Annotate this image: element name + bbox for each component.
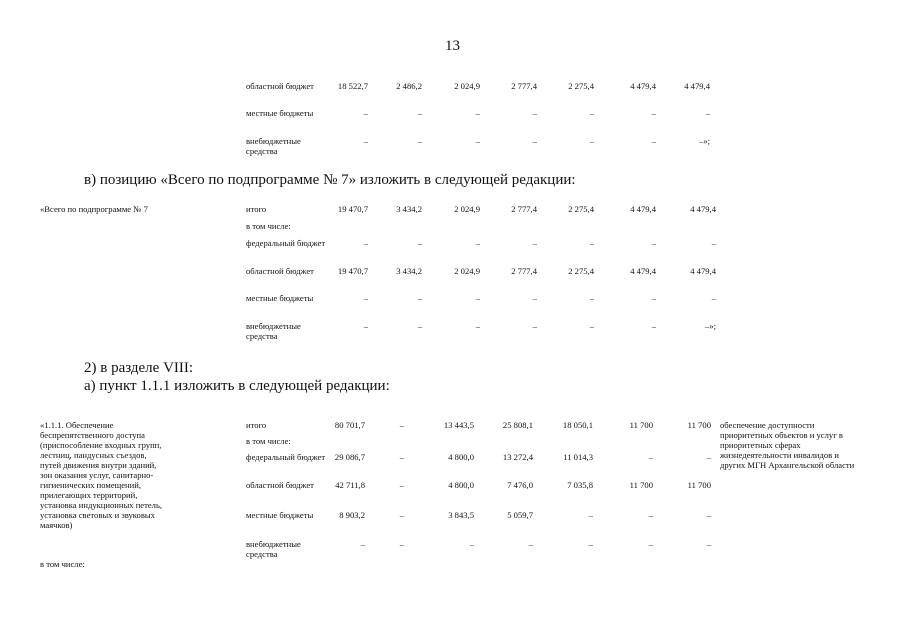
value-cell: 4 479,4 — [630, 266, 656, 276]
value-cell: – — [706, 510, 711, 520]
value-cell: 7 476,0 — [507, 480, 533, 490]
value-cell: 13 443,5 — [443, 420, 474, 430]
value-cell: 11 014,3 — [563, 452, 593, 462]
value-cell: 2 777,4 — [511, 266, 537, 276]
value-cell: – — [651, 293, 656, 303]
value-cell: – — [417, 108, 422, 118]
value-cell: – — [475, 238, 480, 248]
value-cell: 11 700 — [629, 480, 653, 490]
row-label: федеральный бюджет — [246, 452, 326, 462]
value-cell: 2 024,9 — [454, 204, 480, 214]
value-cell: – — [706, 452, 711, 462]
value-cell: – — [363, 108, 368, 118]
row-label: внебюджетные средства — [246, 136, 301, 156]
value-cell: 4 479,4 — [630, 81, 656, 91]
page-number: 13 — [445, 38, 460, 54]
value-cell: – — [532, 293, 537, 303]
value-cell: 19 470,7 — [337, 204, 368, 214]
value-cell: – — [528, 539, 533, 549]
value-cell: 4 479,4 — [690, 204, 716, 214]
value-cell: – — [651, 321, 656, 331]
value-cell: – — [417, 136, 422, 146]
value-cell: – — [651, 136, 656, 146]
row-label: в том числе: — [246, 221, 291, 231]
value-cell: 5 059,7 — [507, 510, 533, 520]
item-1-1-1-result: обеспечение доступности приоритетных объектов и услуг в приоритетных сферах жизнедеятельности инвалидов и других МГН Архангельской области — [720, 420, 855, 470]
value-cell: 7 035,8 — [567, 480, 593, 490]
value-cell: 4 800,0 — [448, 452, 474, 462]
row-label: областной бюджет — [246, 81, 314, 91]
value-cell: – — [589, 293, 594, 303]
value-cell: 3 434,2 — [396, 266, 422, 276]
value-cell: 8 903,2 — [339, 510, 365, 520]
value-cell: –»; — [699, 136, 710, 146]
value-cell: – — [417, 238, 422, 248]
value-cell: – — [589, 238, 594, 248]
value-cell: 11 700 — [687, 420, 711, 430]
value-cell: – — [363, 293, 368, 303]
row-label: итого — [246, 420, 267, 430]
value-cell: 29 086,7 — [334, 452, 365, 462]
value-cell: 2 275,4 — [568, 204, 594, 214]
value-cell: 11 700 — [629, 420, 653, 430]
value-cell: – — [532, 238, 537, 248]
value-cell: – — [363, 238, 368, 248]
value-cell: –»; — [705, 321, 716, 331]
value-cell: – — [417, 293, 422, 303]
row-label: в том числе: — [246, 436, 291, 446]
value-cell: – — [360, 539, 365, 549]
value-cell: 2 777,4 — [511, 81, 537, 91]
value-cell: 4 800,0 — [448, 480, 474, 490]
value-cell: – — [651, 108, 656, 118]
row-label: итого — [246, 204, 267, 214]
value-cell: – — [475, 321, 480, 331]
value-cell: – — [532, 321, 537, 331]
value-cell: – — [589, 108, 594, 118]
value-cell: – — [711, 238, 716, 248]
value-cell: – — [469, 539, 474, 549]
heading-v: в) позицию «Всего по подпрограмме № 7» изложить в следующей редакции: — [84, 172, 576, 188]
row-label: федеральный бюджет — [246, 238, 326, 248]
value-cell: – — [711, 293, 716, 303]
value-cell: – — [475, 293, 480, 303]
value-cell: 19 470,7 — [337, 266, 368, 276]
row-label: областной бюджет — [246, 266, 314, 276]
value-cell: 42 711,8 — [335, 480, 365, 490]
value-cell: – — [648, 510, 653, 520]
value-cell: 4 479,4 — [630, 204, 656, 214]
value-cell: 18 522,7 — [337, 81, 368, 91]
value-cell: – — [399, 420, 404, 430]
item-1-1-1-description: «1.1.1. Обеспечение беспрепятственного доступа (приспособление входных групп, лестниц, пандусных съездов, путей движения внутри зданий, зон оказания услуг, санитарно-гигиенических помещений, прилегающих территорий, установка индукционных петель, установка световых и звуковых маячков) — [40, 420, 163, 530]
value-cell: 13 272,4 — [502, 452, 533, 462]
value-cell: – — [532, 136, 537, 146]
value-cell: – — [363, 321, 368, 331]
row-label: внебюджетные средства — [246, 539, 301, 559]
row-label: местные бюджеты — [246, 108, 314, 118]
value-cell: – — [399, 539, 404, 549]
value-cell: – — [648, 452, 653, 462]
value-cell: – — [399, 480, 404, 490]
subprogram-title: «Всего по подпрограмме № 7 — [40, 204, 148, 214]
value-cell: 4 479,4 — [690, 266, 716, 276]
value-cell: – — [417, 321, 422, 331]
value-cell: – — [648, 539, 653, 549]
row-label: областной бюджет — [246, 480, 314, 490]
value-cell: – — [475, 136, 480, 146]
value-cell: 18 050,1 — [562, 420, 593, 430]
value-cell: – — [363, 136, 368, 146]
value-cell: 2 486,2 — [396, 81, 422, 91]
value-cell: 2 275,4 — [568, 266, 594, 276]
row-label: местные бюджеты — [246, 293, 314, 303]
value-cell: – — [475, 108, 480, 118]
value-cell: 80 701,7 — [334, 420, 365, 430]
value-cell: – — [588, 510, 593, 520]
value-cell: – — [651, 238, 656, 248]
heading-item-1-1-1: а) пункт 1.1.1 изложить в следующей редакции: — [84, 378, 390, 394]
value-cell: – — [399, 452, 404, 462]
value-cell: – — [706, 539, 711, 549]
value-cell: 2 777,4 — [511, 204, 537, 214]
value-cell: 25 808,1 — [502, 420, 533, 430]
row-label: внебюджетные средства — [246, 321, 301, 341]
value-cell: – — [705, 108, 710, 118]
value-cell: – — [588, 539, 593, 549]
value-cell: – — [589, 136, 594, 146]
value-cell: 2 275,4 — [568, 81, 594, 91]
value-cell: – — [399, 510, 404, 520]
item-in-that-number: в том числе: — [40, 559, 85, 569]
value-cell: 11 700 — [687, 480, 711, 490]
value-cell: 4 479,4 — [684, 81, 710, 91]
value-cell: 3 843,5 — [448, 510, 474, 520]
heading-section-viii: 2) в разделе VIII: — [84, 360, 194, 376]
value-cell: – — [532, 108, 537, 118]
value-cell: 2 024,9 — [454, 266, 480, 276]
row-label: местные бюджеты — [246, 510, 314, 520]
value-cell: 2 024,9 — [454, 81, 480, 91]
value-cell: – — [589, 321, 594, 331]
value-cell: 3 434,2 — [396, 204, 422, 214]
